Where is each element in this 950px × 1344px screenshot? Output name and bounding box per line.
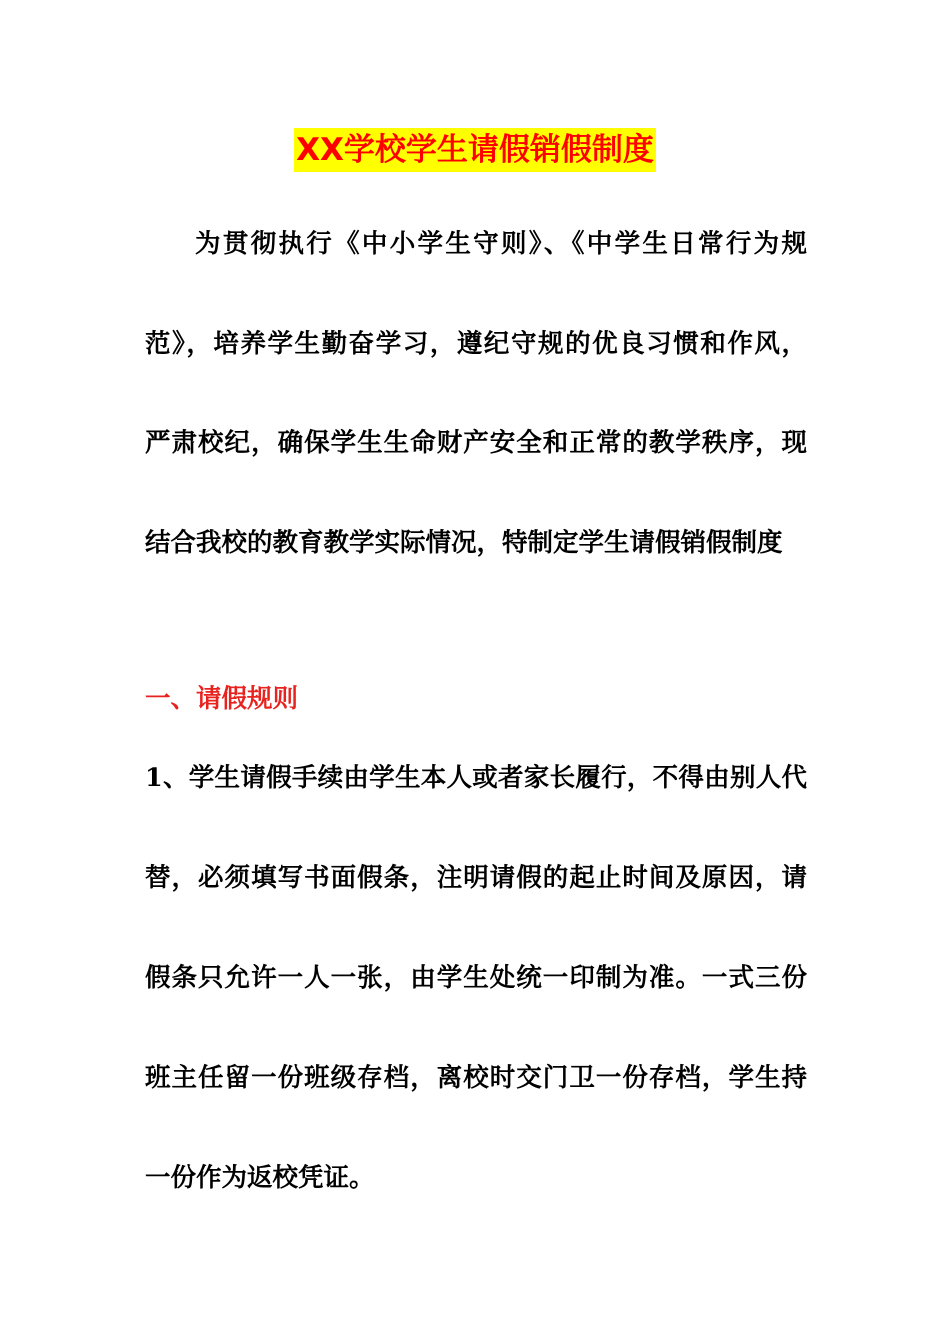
intro-paragraph-line: 结合我校的教育教学实际情况，特制定学生请假销假制度: [145, 528, 783, 558]
title-container: [0, 128, 950, 172]
intro-paragraph-line: 为贯彻执行《中小学生守则》、《中学生日常行为规: [195, 229, 807, 259]
intro-paragraph-line: 范》，培养学生勤奋学习，遵纪守规的优良习惯和作风，: [145, 329, 807, 359]
intro-paragraph-line: 严肃校纪，确保学生生命财产安全和正常的教学秩序，现: [145, 428, 807, 458]
section-heading: 一、请假规则: [145, 684, 299, 714]
rule-paragraph-line: 假条只允许一人一张，由学生处统一印制为准。一式三份: [145, 963, 807, 993]
document-title: XX学校学生请假销假制度: [294, 128, 656, 172]
rule-paragraph-line: 一份作为返校凭证。: [145, 1163, 375, 1193]
rule-paragraph-line: 班主任留一份班级存档，离校时交门卫一份存档，学生持: [145, 1063, 807, 1093]
rule-paragraph-line: 1、学生请假手续由学生本人或者家长履行，不得由别人代: [145, 763, 807, 793]
rule-paragraph-line: 替，必须填写书面假条，注明请假的起止时间及原因，请: [145, 863, 807, 893]
